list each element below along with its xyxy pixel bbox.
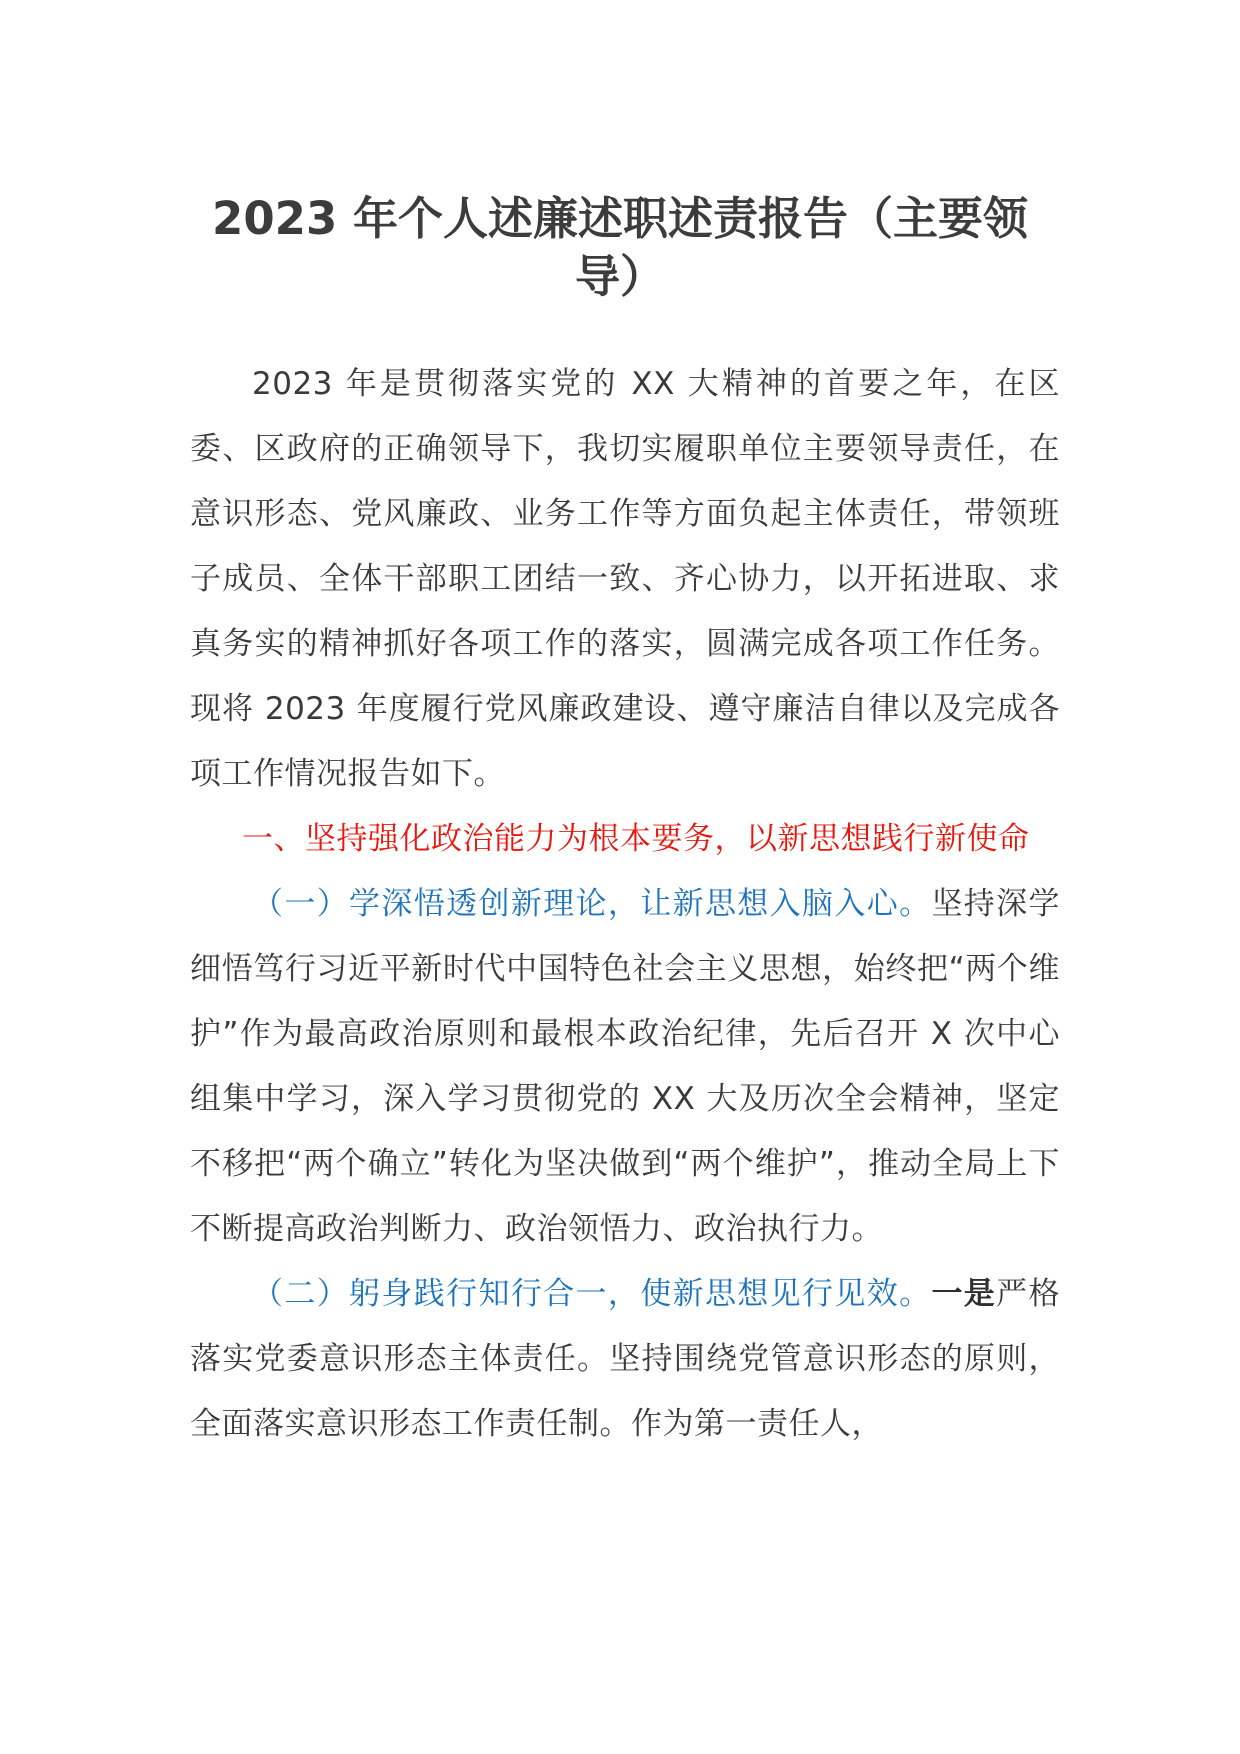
- subsection-1-heading: （一）学深悟透创新理论，让新思想入脑入心。: [252, 886, 932, 922]
- section-1-heading: 一、坚持强化政治能力为根本要务，以新思想践行新使命: [242, 821, 1030, 857]
- intro-paragraph: 2023 年是贯彻落实党的 XX 大精神的首要之年，在区委、区政府的正确领导下，我切实履职单位主要领导责任，在意识形态、党风廉政、业务工作等方面负起主体责任，带领班子成员、全体干部职工团结一致、齐心协力，以开拓进取、求真务实的精神抓好各项工作的落实，圆满完成各项工作任务。现将 2023 年度履行党风廉政建设、遵守廉洁自律以及完成各项工作情况报告如下。: [190, 366, 1060, 792]
- subsection-1-text: 坚持深学细悟笃行习近平新时代中国特色社会主义思想，始终把“两个维护”作为最高政治原则和最根本政治纪律，先后召开 X 次中心组集中学习，深入学习贯彻党的 XX 大及历次全会精神，坚定不移把“两个确立”转化为坚决做到“两个维护”，推动全局上下不断提高政治判断力、政治领悟力、政治执行力。: [190, 886, 1060, 1247]
- subsection-1-paragraph: [190, 872, 1060, 1262]
- subsection-2-heading: （二）躬身践行知行合一，使新思想见行见效。: [252, 1276, 932, 1312]
- subsection-2-paragraph: [190, 1262, 1060, 1457]
- subsection-2-text: 严格落实党委意识形态主体责任。坚持围绕党管意识形态的原则，全面落实意识形态工作责任制。作为第一责任人，: [190, 1276, 1061, 1442]
- document-title: 2023 年个人述廉述职述责报告（主要领导）: [212, 192, 1028, 303]
- document-body: [190, 352, 1060, 1457]
- subsection-2-lead: 一是: [931, 1276, 997, 1312]
